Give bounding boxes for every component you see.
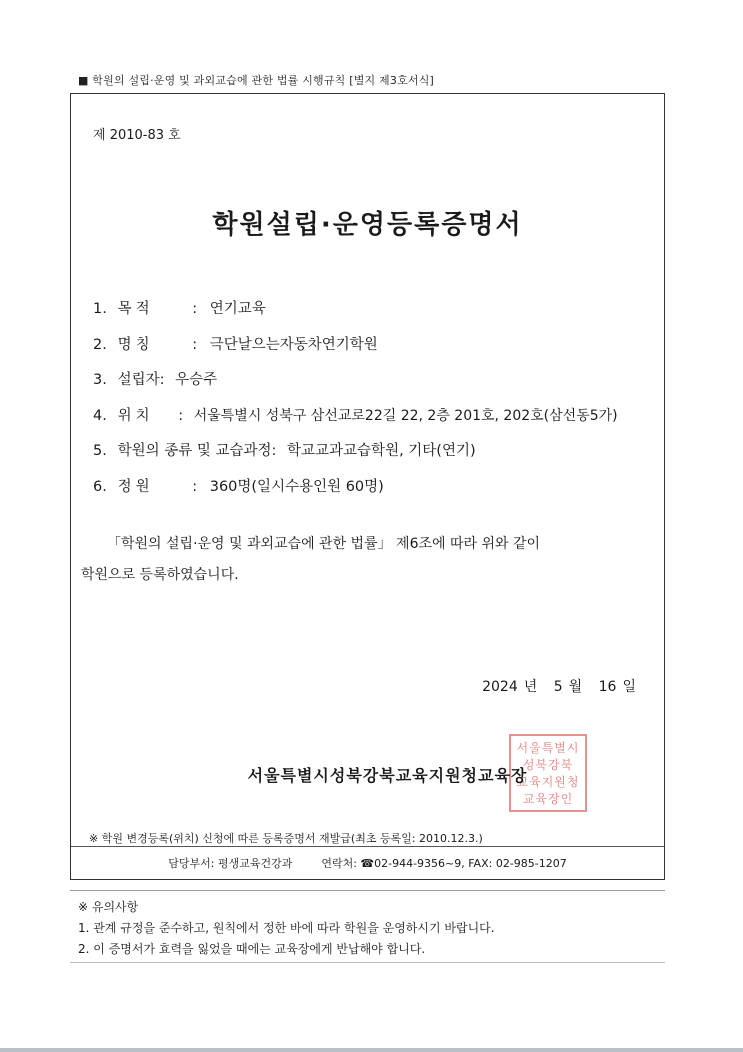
seal-text: 서울특별시 [516,741,580,755]
item-number: 4. [93,407,107,424]
contact-department: 담당부서: 평생교육건강과 [168,857,293,870]
notes-heading: ※ 유의사항 [78,900,139,914]
item-number: 6. [93,478,107,495]
item-label: 정원 [117,478,154,495]
divider [70,890,665,891]
certificate-frame [70,93,665,880]
item-capacity [93,475,663,511]
bottom-edge-strip [0,1048,743,1052]
divider [70,962,665,963]
document-title: 학원설립·운영등록증명서 [212,210,523,240]
date-year-unit: 년 [523,679,538,695]
item-number: 1. [93,301,107,317]
item-separator: : [178,407,184,424]
item-number: 5. [93,443,107,459]
date-month: 5 [553,679,563,695]
reissue-note: ※ 학원 변경등록(위치) 신청에 따른 등록증명서 재발급(최초 등록일: 2010.12.3.) [89,832,483,845]
issue-date [476,676,636,696]
seal-text: 교육지원청 [516,775,580,789]
item-value: 연기교육 [209,301,266,317]
item-value: 극단날으는자동차연기학원 [209,336,378,353]
item-purpose [93,297,663,333]
item-separator: : [271,443,277,459]
date-day-unit: 일 [622,679,636,695]
item-label: 목적 [117,301,154,317]
item-separator: : [192,336,198,353]
item-location [93,404,663,440]
item-founder [93,368,663,404]
date-year: 2024 [482,679,518,695]
item-label: 명칭 [117,336,154,353]
item-label: 학원의 종류 및 교습과정 [117,443,272,459]
item-separator: : [159,372,165,388]
notes-section [78,897,495,960]
item-name [93,333,663,369]
item-label: 위치 [117,407,154,424]
seal-text: 성북강북 [522,758,574,772]
form-reference: ■ 학원의 설립·운영 및 과외교습에 관한 법률 시행규칙 [별지 제3호서식] [78,74,435,87]
item-separator: : [192,478,198,495]
contact-phone: 연락처: ☎02-944-9356~9, FAX: 02-985-1207 [321,857,567,870]
item-label: 설립자 [117,372,160,388]
item-value: 서울특별시 성북구 삼선교로22길 22, 2층 201호, 202호(삼선동5가) [193,407,618,424]
certificate-number: 제 2010-83 호 [93,128,181,143]
item-number: 3. [93,372,107,388]
registration-items [93,297,663,510]
statement-line: 학원으로 등록하였습니다. [81,567,239,583]
date-month-unit: 월 [568,679,583,695]
item-value: 360명(일시수용인원 60명) [209,478,384,495]
date-day: 16 [598,679,617,695]
seal-text: 교육장인 [522,792,574,806]
notes-item: 2. 이 증명서가 효력을 잃었을 때에는 교육장에게 반납해야 합니다. [78,942,426,956]
item-value: 우승주 [175,372,218,388]
contact-bar [71,846,664,880]
statement-line: 「학원의 설립·운영 및 과외교습에 관한 법률」 제6조에 따라 위와 같이 [107,536,541,552]
item-number: 2. [93,336,107,353]
notes-item: 1. 관계 규정을 준수하고, 원칙에서 정한 바에 따라 학원을 운영하시기 바랍니다. [78,921,495,935]
issuer-name: 서울특별시성북강북교육지원청교육장 [247,766,528,785]
item-separator: : [192,301,198,317]
item-value: 학교교과교습학원, 기타(연기) [287,443,476,459]
registration-statement [81,529,656,591]
item-type-course [93,439,663,475]
